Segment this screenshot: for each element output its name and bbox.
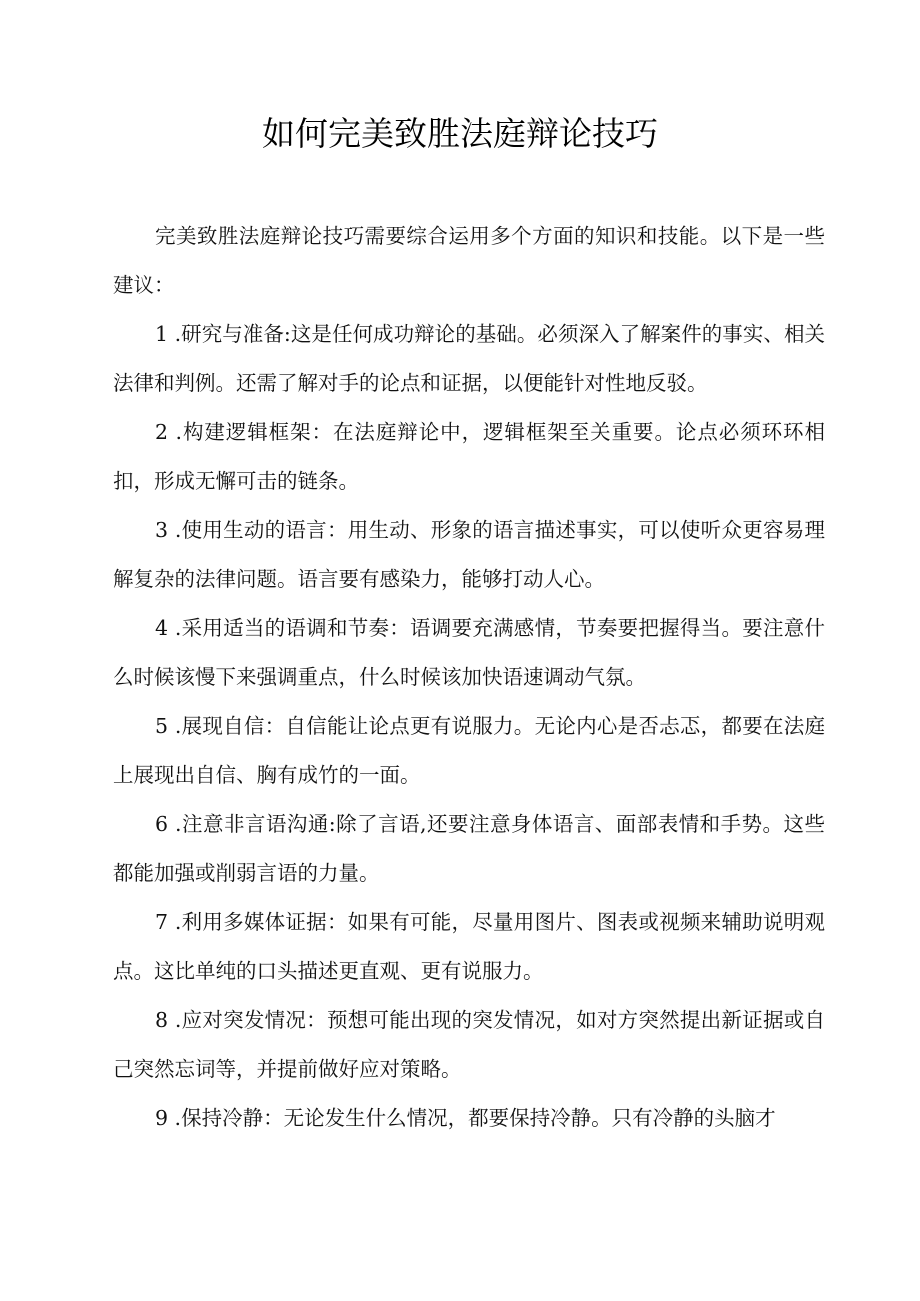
tip-paragraph-1: 1 .研究与准备:这是任何成功辩论的基础。必须深入了解案件的事实、相关法律和判例。还需了解对手的论点和证据，以便能针对性地反驳。: [113, 322, 825, 395]
tip-paragraph-3: 3 .使用生动的语言：用生动、形象的语言描述事实，可以使听众更容易理解复杂的法律问题。语言要有感染力，能够打动人心。: [113, 518, 825, 591]
tip-paragraph-4: 4 .采用适当的语调和节奏：语调要充满感情，节奏要把握得当。要注意什么时候该慢下来强调重点，什么时候该加快语速调动气氛。: [113, 616, 825, 689]
intro-paragraph: 完美致胜法庭辩论技巧需要综合运用多个方面的知识和技能。以下是一些建议：: [113, 224, 825, 297]
document-title: 如何完美致胜法庭辩论技巧: [262, 114, 658, 153]
tip-paragraph-9: 9 .保持冷静：无论发生什么情况，都要保持冷静。只有冷静的头脑才: [155, 1106, 776, 1130]
tip-paragraph-5: 5 .展现自信：自信能让论点更有说服力。无论内心是否忐忑，都要在法庭上展现出自信、胸有成竹的一面。: [113, 714, 825, 787]
tip-paragraph-2: 2 .构建逻辑框架：在法庭辩论中，逻辑框架至关重要。论点必须环环相扣，形成无懈可击的链条。: [113, 420, 825, 493]
tip-paragraph-6: 6 .注意非言语沟通:除了言语,还要注意身体语言、面部表情和手势。这些都能加强或削弱言语的力量。: [113, 812, 825, 885]
tip-paragraph-7: 7 .利用多媒体证据：如果有可能，尽量用图片、图表或视频来辅助说明观点。这比单纯的口头描述更直观、更有说服力。: [113, 910, 825, 983]
tip-paragraph-8: 8 .应对突发情况：预想可能出现的突发情况，如对方突然提出新证据或自己突然忘词等，并提前做好应对策略。: [113, 1008, 825, 1081]
document-body: [113, 212, 825, 1143]
